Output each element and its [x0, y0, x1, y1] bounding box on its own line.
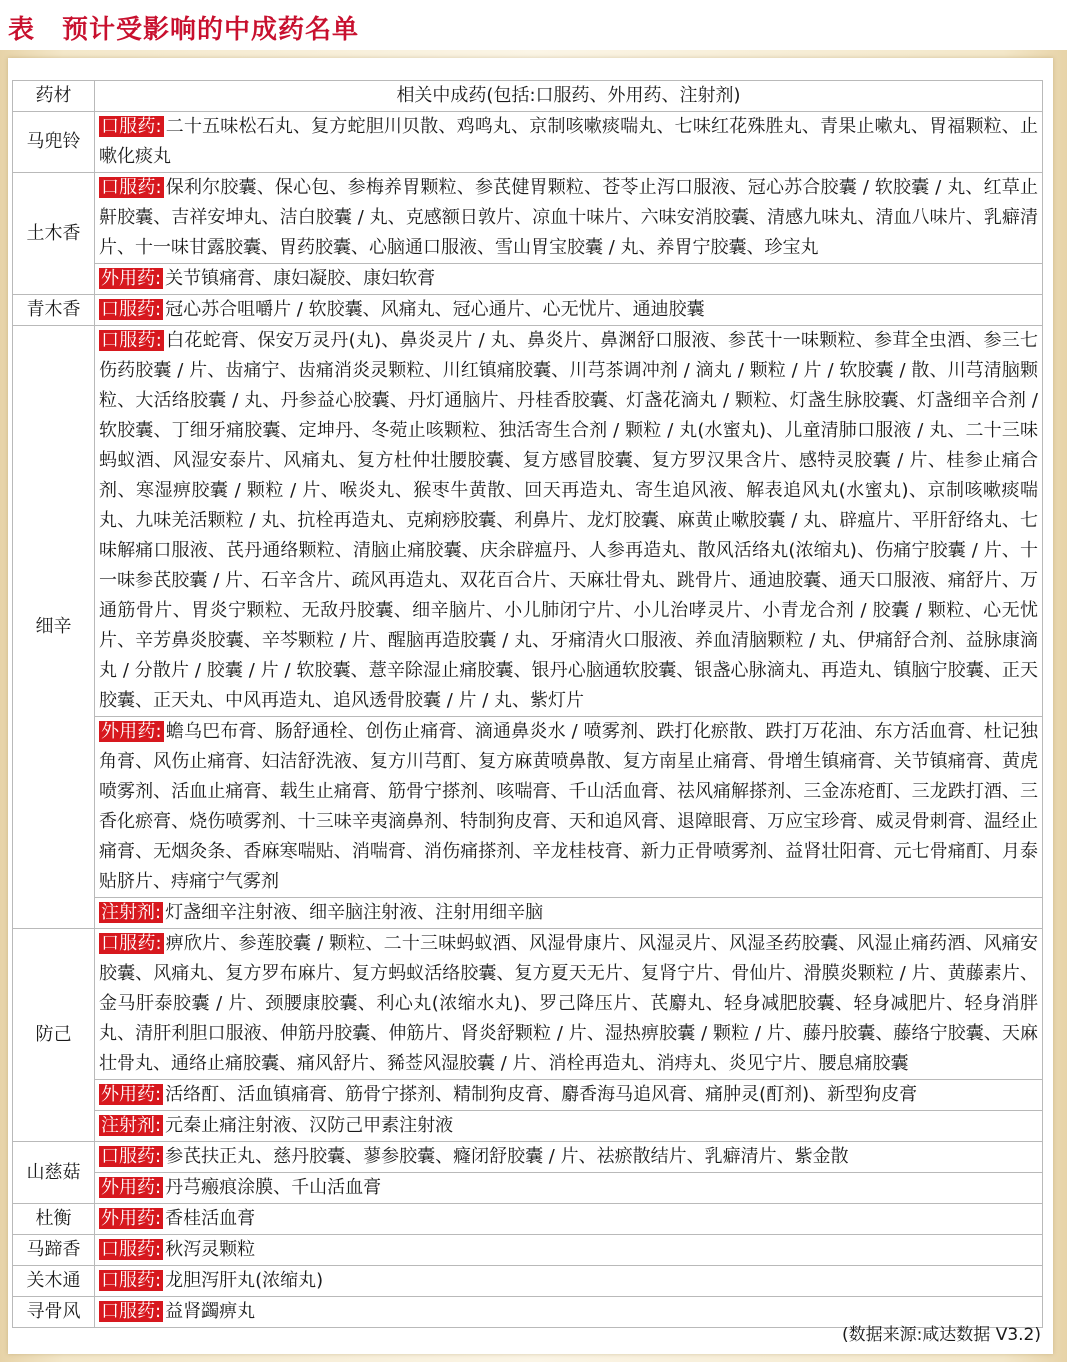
table-row — [13, 717, 1043, 898]
drug-type-tag: 口服药: — [101, 1239, 162, 1260]
drug-type-tag: 外用药: — [101, 268, 162, 289]
table-row — [13, 1235, 1043, 1266]
header-drugs: 相关中成药(包括:口服药、外用药、注射剂) — [95, 81, 1043, 112]
herb-name: 马兜铃 — [13, 112, 95, 173]
table-title: 表 预计受影响的中成药名单 — [8, 15, 360, 45]
drug-list-cell — [95, 717, 1043, 898]
drug-type-tag: 外用药: — [101, 721, 162, 742]
drug-list-cell — [95, 898, 1043, 929]
herb-name: 关木通 — [13, 1266, 95, 1297]
drug-list-cell — [95, 295, 1043, 326]
drug-list-text: 痹欣片、参莲胶囊 / 颗粒、二十三味蚂蚁酒、风湿骨康片、风湿灵片、风湿圣药胶囊、风湿止痛药酒、风痛安胶囊、风痛丸、复方罗布麻片、复方蚂蚁活络胶囊、复方夏天无片、复肾宁片、骨仙片、滑膜炎颗粒 / 片、黄藤素片、金马肝泰胶囊 / 片、颈腰康胶囊、利心丸(浓缩水丸)、罗己降压片、芪麝丸、轻身减肥胶囊、轻身减肥片、轻身消胖丸、清肝利胆口服液、伸筋丹胶囊、伸筋片、肾炎舒颗粒 / 片、湿热痹胶囊 / 颗粒 / 片、藤丹胶囊、藤络宁胶囊、天麻壮骨丸、通络止痛胶囊、痛风舒片、豨莶风湿胶囊 / 片、消栓再造丸、消痔丸、炎见宁片、腰息痛胶囊 — [99, 933, 1038, 1074]
table-header-row — [13, 81, 1043, 112]
drug-list-cell — [95, 1080, 1043, 1111]
drug-list-cell — [95, 264, 1043, 295]
table-row — [13, 929, 1043, 1080]
drug-list-text: 二十五味松石丸、复方蛇胆川贝散、鸡鸣丸、京制咳嗽痰喘丸、七味红花殊胜丸、青果止嗽丸、胃福颗粒、止嗽化痰丸 — [99, 116, 1038, 167]
drug-list-cell — [95, 1266, 1043, 1297]
table-body — [13, 112, 1043, 1328]
herb-name: 马蹄香 — [13, 1235, 95, 1266]
drug-type-tag: 外用药: — [101, 1208, 162, 1229]
drug-type-tag: 口服药: — [101, 330, 162, 351]
table-row — [13, 1142, 1043, 1173]
drug-type-tag: 口服药: — [101, 933, 162, 954]
herb-name: 细辛 — [13, 326, 95, 929]
drug-list-text: 保利尔胶囊、保心包、参梅养胃颗粒、参芪健胃颗粒、苍苓止泻口服液、冠心苏合胶囊 / 软胶囊 / 丸、红草止鼾胶囊、吉祥安坤丸、洁白胶囊 / 丸、克感额日敦片、凉血十味片、六味安消胶囊、清感九味丸、清血八味片、乳癖清片、十一味甘露胶囊、胃药胶囊、心脑通口服液、雪山胃宝胶囊 / 丸、养胃宁胶囊、珍宝丸 — [99, 177, 1038, 258]
herb-name: 杜衡 — [13, 1204, 95, 1235]
header-herb: 药材 — [13, 81, 95, 112]
drug-list-cell — [95, 1142, 1043, 1173]
herb-name: 寻骨风 — [13, 1297, 95, 1328]
drug-list-text: 香桂活血膏 — [165, 1208, 256, 1229]
drug-type-tag: 外用药: — [101, 1084, 162, 1105]
table-row — [13, 1111, 1043, 1142]
drug-type-tag: 口服药: — [101, 1146, 162, 1167]
herb-name: 防己 — [13, 929, 95, 1142]
drug-list-text: 活络酊、活血镇痛膏、筋骨宁搽剂、精制狗皮膏、麝香海马追风膏、痛肿灵(酊剂)、新型狗皮膏 — [165, 1084, 918, 1105]
drug-type-tag: 注射剂: — [101, 902, 162, 923]
table-row — [13, 264, 1043, 295]
table-row — [13, 112, 1043, 173]
herb-name: 山慈菇 — [13, 1142, 95, 1204]
drug-list-cell — [95, 1235, 1043, 1266]
drug-type-tag: 口服药: — [101, 299, 162, 320]
drug-list-cell — [95, 112, 1043, 173]
drug-type-tag: 口服药: — [101, 1301, 162, 1322]
table-row — [13, 295, 1043, 326]
drug-list-cell — [95, 326, 1043, 717]
drug-list-text: 关节镇痛膏、康妇凝胶、康妇软膏 — [165, 268, 436, 289]
table-row — [13, 326, 1043, 717]
drug-list-text: 参芪扶正丸、慈丹胶囊、蓼参胶囊、癃闭舒胶囊 / 片、祛瘀散结片、乳癖清片、紫金散 — [165, 1146, 849, 1167]
herb-name: 土木香 — [13, 173, 95, 295]
drug-list-cell — [95, 173, 1043, 264]
drug-type-tag: 口服药: — [101, 177, 162, 198]
table-row — [13, 1080, 1043, 1111]
drug-list-text: 蟾乌巴布膏、肠舒通栓、创伤止痛膏、滴通鼻炎水 / 喷雾剂、跌打化瘀散、跌打万花油、东方活血膏、杜记独角膏、风伤止痛膏、妇洁舒洗液、复方川芎酊、复方麻黄喷鼻散、复方南星止痛膏、骨增生镇痛膏、关节镇痛膏、黄虎喷雾剂、活血止痛膏、载生止痛膏、筋骨宁搽剂、咳喘膏、千山活血膏、祛风痛解搽剂、三金冻疮酊、三龙跌打酒、三香化瘀膏、烧伤喷雾剂、十三味辛夷滴鼻剂、特制狗皮膏、天和追风膏、退障眼膏、万应宝珍膏、威灵骨刺膏、温经止痛膏、无烟灸条、香麻寒喘贴、消喘膏、消伤痛搽剂、辛龙桂枝膏、新力正骨喷雾剂、益肾壮阳膏、元七骨痛酊、月泰贴脐片、痔痛宁气雾剂 — [99, 721, 1038, 892]
table-row — [13, 173, 1043, 264]
drug-type-tag: 口服药: — [101, 1270, 162, 1291]
herb-name: 青木香 — [13, 295, 95, 326]
table-row — [13, 1204, 1043, 1235]
drug-list-text: 丹芎瘢痕涂膜、千山活血膏 — [165, 1177, 382, 1198]
table-row — [13, 1173, 1043, 1204]
data-source-note: (数据来源:咸达数据 V3.2) — [841, 1325, 1041, 1345]
drug-list-text: 龙胆泻肝丸(浓缩丸) — [165, 1270, 324, 1291]
table-row — [13, 898, 1043, 929]
drug-list-text: 元秦止痛注射液、汉防己甲素注射液 — [165, 1115, 454, 1136]
drug-list-text: 益肾蠲痹丸 — [165, 1301, 256, 1322]
drug-list-cell — [95, 1204, 1043, 1235]
drug-list-text: 秋泻灵颗粒 — [165, 1239, 256, 1260]
drug-type-tag: 口服药: — [101, 116, 162, 137]
drug-list-text: 冠心苏合咀嚼片 / 软胶囊、风痛丸、冠心通片、心无忧片、通迪胶囊 — [165, 299, 705, 320]
drug-list-cell — [95, 1173, 1043, 1204]
drug-type-tag: 外用药: — [101, 1177, 162, 1198]
drug-list-text: 白花蛇膏、保安万灵丹(丸)、鼻炎灵片 / 丸、鼻炎片、鼻渊舒口服液、参芪十一味颗粒、参茸全虫酒、参三七伤药胶囊 / 片、齿痛宁、齿痛消炎灵颗粒、川红镇痛胶囊、川芎茶调冲剂 / 滴丸 / 颗粒 / 片 / 软胶囊 / 散、川芎清脑颗粒、大活络胶囊 / 丸、丹参益心胶囊、丹灯通脑片、丹桂香胶囊、灯盏花滴丸 / 颗粒、灯盏生脉胶囊、灯盏细辛合剂 / 软胶囊、丁细牙痛胶囊、定坤丹、冬菀止咳颗粒、独活寄生合剂 / 颗粒 / 丸(水蜜丸)、儿童清肺口服液 / 丸、二十三味蚂蚁酒、风湿安泰片、风痛丸、复方杜仲壮腰胶囊、复方感冒胶囊、复方罗汉果含片、感特灵胶囊 / 片、桂参止痛合剂、寒湿痹胶囊 / 颗粒 / 片、喉炎丸、猴枣牛黄散、回天再造丸、寄生追风液、解表追风丸(水蜜丸)、京制咳嗽痰喘丸、九味羌活颗粒 / 丸、抗栓再造丸、克痢痧胶囊、利鼻片、龙灯胶囊、麻黄止嗽胶囊 / 丸、辟瘟片、平肝舒络丸、七味解痛口服液、芪丹通络颗粒、清脑止痛胶囊、庆余辟瘟丹、人参再造丸、散风活络丸(浓缩丸)、伤痛宁胶囊 / 片、十一味参芪胶囊 / 片、石辛含片、疏风再造丸、双花百合片、天麻壮骨丸、跳骨片、通迪胶囊、通天口服液、痛舒片、万通筋骨片、胃炎宁颗粒、无敌丹胶囊、细辛脑片、小儿肺闭宁片、小儿治哮灵片、小青龙合剂 / 胶囊 / 颗粒、心无忧片、辛芳鼻炎胶囊、辛芩颗粒 / 片、醒脑再造胶囊 / 丸、牙痛清火口服液、养血清脑颗粒 / 丸、伊痛舒合剂、益脉康滴丸 / 分散片 / 胶囊 / 片 / 软胶囊、薏辛除湿止痛胶囊、银丹心脑通软胶囊、银盏心脉滴丸、再造丸、镇脑宁胶囊、正天胶囊、正天丸、中风再造丸、追风透骨胶囊 / 片 / 丸、紫灯片 — [99, 330, 1038, 711]
table-row — [13, 1266, 1043, 1297]
drug-list-cell — [95, 929, 1043, 1080]
drug-type-tag: 注射剂: — [101, 1115, 162, 1136]
drug-table — [12, 80, 1043, 1328]
drug-list-cell — [95, 1111, 1043, 1142]
drug-list-text: 灯盏细辛注射液、细辛脑注射液、注射用细辛脑 — [165, 902, 544, 923]
